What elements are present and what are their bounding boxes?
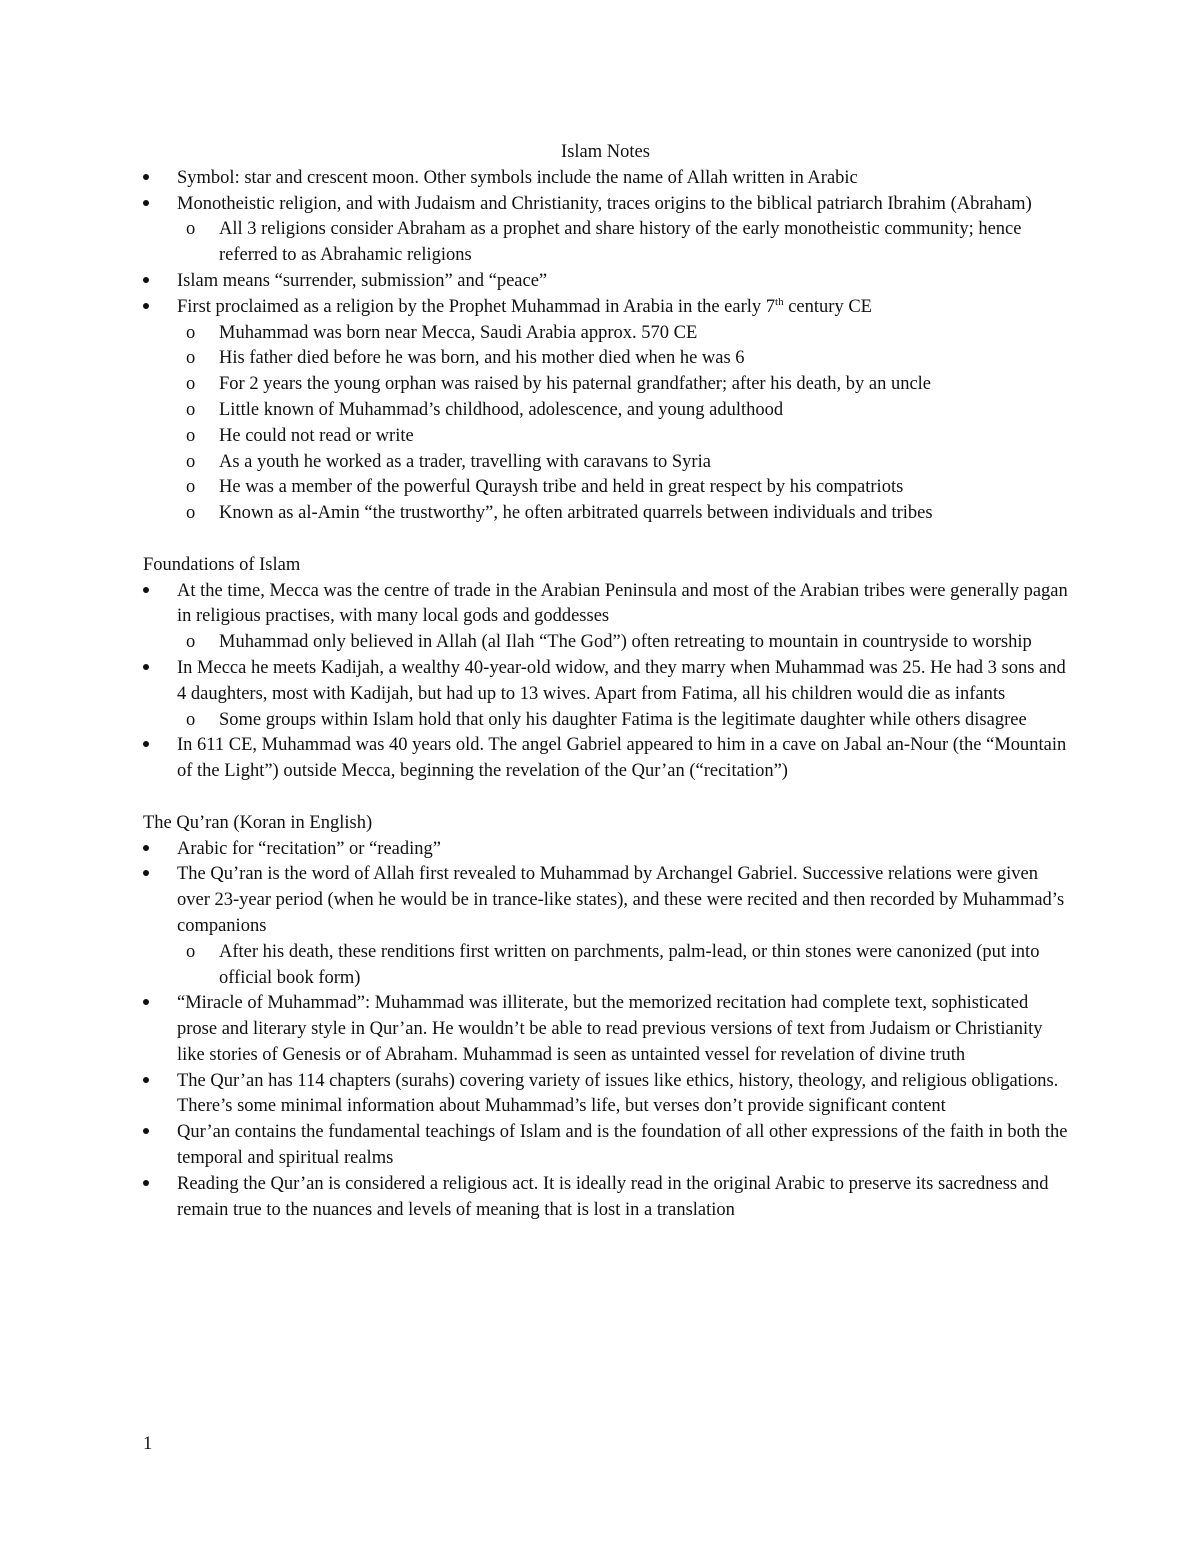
list-item-text: “Miracle of Muhammad”: Muhammad was illiterate, but the memorized recitation had complete text, sophisticated prose and literary style in Qur’an. He wouldn’t be able to read previous versions of text from Judaism or Christianity like stories of Genesis or of Abraham. Muhammad is seen as untainted vessel for revelation of divine truth [177,993,1043,1065]
bullet-icon [143,1172,157,1198]
page-title: Islam Notes [561,142,650,162]
bullet-icon [143,991,157,1017]
bullet-icon [143,269,157,295]
list-item-text: At the time, Mecca was the centre of trade in the Arabian Peninsula and most of the Arabian tribes were generally pagan in religious practises, with many local gods and goddesses [177,580,1068,627]
list-item-text: Qur’an contains the fundamental teachings of Islam and is the foundation of all other expressions of the faith in both the temporal and spiritual realms [177,1122,1068,1169]
sub-bullet-icon: o [186,322,196,343]
sub-list-item [177,346,1068,372]
section-heading-foundations: Foundations of Islam [143,554,301,575]
sub-list-item [177,940,1068,992]
list-item-text: He was a member of the powerful Quraysh tribe and held in great respect by his compatriots [219,477,904,498]
list-item-text: Muhammad was born near Mecca, Saudi Arabia approx. 570 CE [219,322,698,343]
list-item [143,579,1068,631]
list-item-text: First proclaimed as a religion by the Prophet Muhammad in Arabia in the early 7th century CE [177,295,872,317]
sub-list-item [177,450,1068,476]
sub-bullet-icon: o [186,399,196,420]
list-item [143,837,1068,863]
paragraph-spacer [143,785,1068,811]
list-item [143,733,1068,785]
sub-bullet-icon: o [186,425,196,446]
list-item [143,1172,1068,1224]
list-item [143,166,1068,192]
bullet-icon [143,837,157,863]
quran-list [143,837,1068,1224]
list-item [143,192,1068,218]
bullet-icon [143,1120,157,1146]
sub-list-item [177,501,1068,527]
list-item-text: Monotheistic religion, and with Judaism and Christianity, traces origins to the biblical patriarch Ibrahim (Abraham) [177,193,1032,214]
sub-list-item [177,372,1068,398]
sub-list-item [177,424,1068,450]
sub-bullet-icon: o [186,941,196,962]
list-item-text: After his death, these renditions first written on parchments, palm-lead, or thin stones were canonized (put into official book form) [219,941,1040,988]
sub-bullet-icon: o [186,348,196,369]
sub-bullet-icon: o [186,451,196,472]
sub-bullet-icon: o [186,219,196,240]
list-item-text: Muhammad only believed in Allah (al Ilah “The God”) often retreating to mountain in countryside to worship [219,632,1032,653]
sub-bullet-icon: o [186,503,196,524]
list-item-text: Known as al-Amin “the trustworthy”, he often arbitrated quarrels between individuals and tribes [219,503,933,524]
list-item-text: All 3 religions consider Abraham as a prophet and share history of the early monotheistic community; hence referred to as Abrahamic religions [219,219,1022,266]
list-item [143,269,1068,295]
list-item-text: Little known of Muhammad’s childhood, adolescence, and young adulthood [219,399,784,420]
sub-bullet-icon: o [186,632,196,653]
sub-bullet-icon: o [186,709,196,730]
list-item-text: Islam means “surrender, submission” and “peace” [177,270,548,291]
intro-list [143,166,1068,527]
list-item-text: Arabic for “recitation” or “reading” [177,838,441,859]
list-item [143,1069,1068,1121]
sub-list-item [177,475,1068,501]
bullet-icon [143,656,157,682]
list-item-text: Some groups within Islam hold that only his daughter Fatima is the legitimate daughter while others disagree [219,709,1027,730]
list-item-text: In Mecca he meets Kadijah, a wealthy 40-year-old widow, and they marry when Muhammad was 25. He had 3 sons and 4 daughters, most with Kadijah, but had up to 13 wives. Apart from Fatima, all his children would die as infants [177,657,1066,704]
foundations-list [143,579,1068,785]
sub-list-item [177,398,1068,424]
sub-list-item [177,630,1068,656]
page-number: 1 [143,1434,153,1454]
list-item [143,862,1068,939]
document-body [143,140,1068,1223]
bullet-icon [143,579,157,605]
list-item-text: The Qur’an has 114 chapters (surahs) covering variety of issues like ethics, history, theology, and religious obligations. There’s some minimal information about Muhammad’s life, but verses don’t provide significant content [177,1070,1059,1117]
list-item-text: As a youth he worked as a trader, travelling with caravans to Syria [219,451,711,472]
section-heading-quran: The Qu’ran (Koran in English) [143,812,373,833]
list-item-text: Symbol: star and crescent moon. Other symbols include the name of Allah written in Arabic [177,167,858,188]
superscript: th [775,295,784,308]
bullet-icon [143,166,157,192]
bullet-icon [143,192,157,218]
bullet-icon [143,1069,157,1095]
sub-list-item [177,321,1068,347]
list-item-text: His father died before he was born, and his mother died when he was 6 [219,348,745,369]
sub-bullet-icon: o [186,374,196,395]
sub-list-item [177,708,1068,734]
list-item [143,656,1068,708]
list-item [143,991,1068,1068]
sub-list-item [177,217,1068,269]
bullet-icon [143,733,157,759]
bullet-icon [143,295,157,321]
list-item-text: He could not read or write [219,425,414,446]
list-item-text: The Qu’ran is the word of Allah first revealed to Muhammad by Archangel Gabriel. Successive relations were given over 23-year period (when he would be in trance-like states), and these were recited and then recorded by Muhammad’s companions [177,864,1065,936]
list-item [143,1120,1068,1172]
list-item-text: In 611 CE, Muhammad was 40 years old. The angel Gabriel appeared to him in a cave on Jabal an-Nour (the “Mountain of the Light”) outside Mecca, beginning the revelation of the Qur’an (“recitation”) [177,735,1067,782]
list-item [143,295,1068,321]
list-item-text: For 2 years the young orphan was raised by his paternal grandfather; after his death, by an uncle [219,374,932,395]
list-item-text: Reading the Qur’an is considered a religious act. It is ideally read in the original Arabic to preserve its sacredness and remain true to the nuances and levels of meaning that is lost in a translation [177,1173,1049,1220]
bullet-icon [143,862,157,888]
paragraph-spacer [143,527,1068,553]
sub-bullet-icon: o [186,477,196,498]
